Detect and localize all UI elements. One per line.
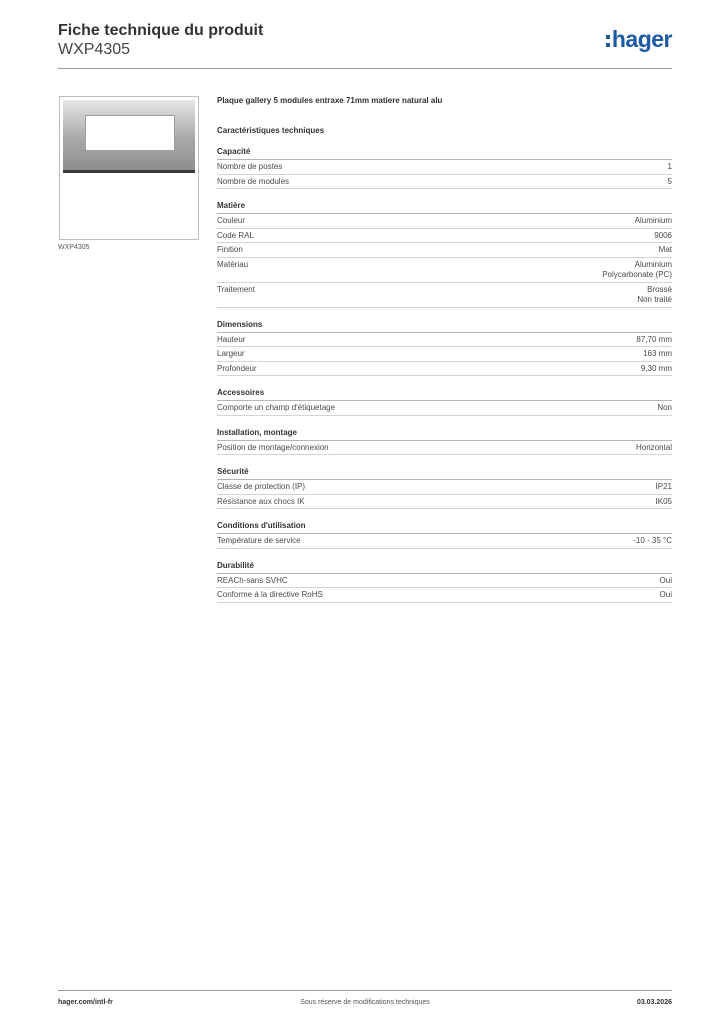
spec-value: 1 [667, 162, 672, 171]
wall-plate-illustration [63, 100, 195, 173]
spec-section [217, 561, 672, 603]
footer-date: 03.03.2026 [636, 999, 672, 1006]
spec-label: Nombre de postes [217, 162, 283, 171]
spec-section [217, 201, 672, 308]
spec-row [217, 441, 672, 456]
footer-website-link[interactable]: hager.com/intl-fr [58, 999, 113, 1006]
section-title: Capacité [217, 147, 672, 160]
product-image [59, 96, 199, 240]
spec-value: Aluminium [634, 216, 672, 225]
spec-row [217, 229, 672, 244]
spec-row [217, 160, 672, 175]
spec-value: Horizontal [635, 442, 672, 452]
spec-label: Nombre de modules [217, 176, 290, 186]
spec-label: Température de service [217, 536, 301, 545]
spec-value: 87,70 mm [636, 334, 672, 344]
spec-row [217, 333, 672, 348]
section-title: Dimensions [217, 320, 672, 333]
spec-section [217, 388, 672, 416]
page-footer [58, 990, 672, 1012]
spec-label: Code RAL [217, 230, 254, 240]
spec-label: Comporte un champ d'étiquetage [217, 403, 336, 412]
spec-value: 163 mm [643, 349, 672, 358]
section-title: Sécurité [217, 467, 672, 480]
logo-text: hager [611, 26, 672, 52]
spec-value: 9,30 mm [640, 363, 672, 373]
spec-label: Finition [217, 245, 243, 254]
spec-label: Traitement [217, 284, 255, 294]
spec-value: Oui [659, 575, 672, 585]
spec-row [217, 283, 672, 308]
section-title: Accessoires [217, 388, 672, 401]
plate-opening [85, 115, 175, 151]
spec-label: Résistance aux chocs IK [217, 496, 305, 506]
spec-section [217, 320, 672, 377]
spec-value: Brossé Non traité [637, 284, 672, 304]
spec-section [217, 467, 672, 509]
spec-value: 9006 [654, 230, 672, 240]
spec-section [217, 147, 672, 189]
spec-label: Hauteur [217, 334, 246, 344]
spec-label: Profondeur [217, 363, 257, 373]
spec-value: 5 [667, 176, 672, 186]
logo-colon-icon [606, 35, 610, 47]
spec-label: Largeur [217, 349, 245, 358]
footer-disclaimer: Sous réserve de modifications techniques [300, 999, 430, 1006]
spec-label: Conforme à la directive RoHS [217, 590, 323, 599]
footer-divider [58, 990, 672, 991]
spec-value: Mat [658, 245, 672, 254]
spec-section [217, 428, 672, 456]
tech-heading: Caractéristiques techniques [217, 126, 325, 135]
spec-value: Oui [659, 590, 672, 599]
section-title: Installation, montage [217, 428, 672, 441]
spec-row [217, 480, 672, 495]
product-reference: WXP4305 [58, 41, 131, 58]
spec-row [217, 588, 672, 603]
spec-row [217, 347, 672, 362]
spec-label: Position de montage/connexion [217, 442, 329, 452]
spec-value: Aluminium Polycarbonate (PC) [602, 259, 672, 279]
spec-row [217, 574, 672, 589]
spec-row [217, 534, 672, 549]
section-title: Durabilité [217, 561, 672, 574]
spec-row [217, 258, 672, 283]
spec-label: REACh-sans SVHC [217, 575, 288, 585]
spec-section [217, 521, 672, 549]
spec-row [217, 362, 672, 377]
spec-sections [217, 147, 672, 603]
spec-content [217, 95, 672, 615]
spec-row [217, 175, 672, 190]
spec-value: IK05 [655, 496, 672, 506]
spec-label: Couleur [217, 216, 246, 225]
page-header [58, 22, 672, 60]
spec-row [217, 214, 672, 229]
spec-row [217, 243, 672, 258]
hager-logo[interactable] [606, 26, 672, 53]
spec-label: Classe de protection (IP) [217, 482, 306, 491]
product-name: Plaque gallery 5 modules entraxe 71mm matiere natural alu [217, 96, 443, 105]
image-caption: WXP4305 [58, 244, 90, 251]
spec-row [217, 495, 672, 510]
spec-row [217, 401, 672, 416]
spec-value: -10 - 35 °C [633, 536, 672, 545]
spec-value: IP21 [655, 482, 672, 491]
spec-value: Non [657, 403, 672, 412]
spec-label: Matériau [217, 259, 249, 269]
page-title: Fiche technique du produit [58, 22, 264, 39]
header-divider [58, 68, 672, 69]
section-title: Matière [217, 201, 672, 214]
section-title: Conditions d'utilisation [217, 521, 672, 534]
